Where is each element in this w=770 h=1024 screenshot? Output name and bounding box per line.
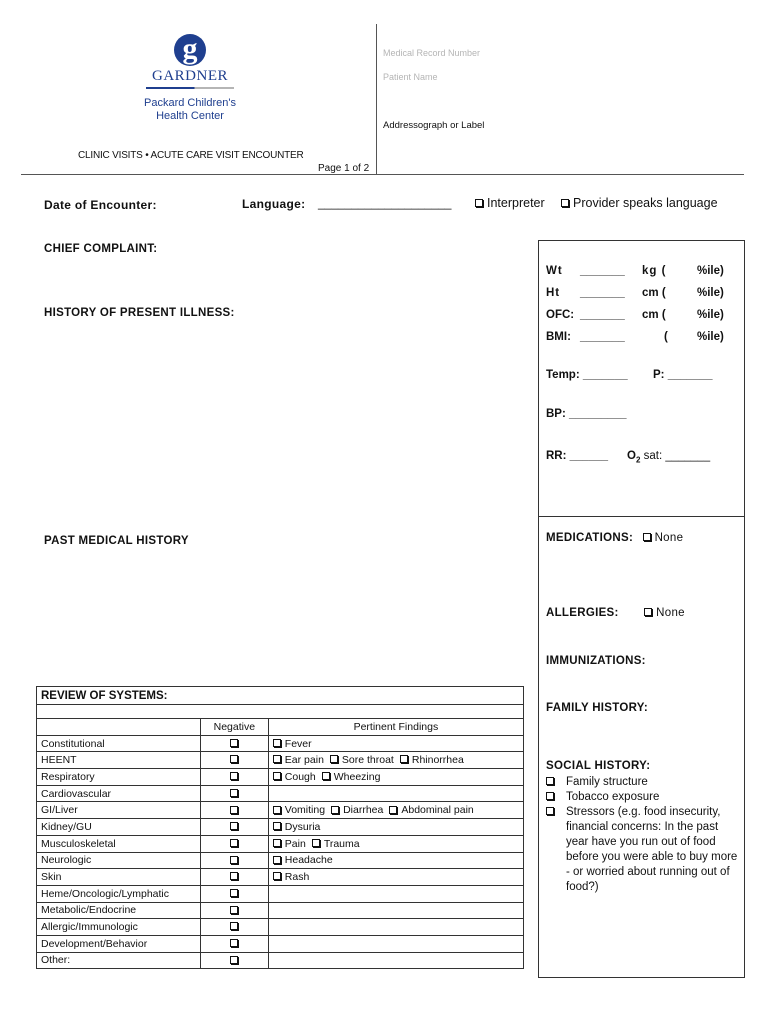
ros-negative-checkbox[interactable]: [230, 872, 238, 880]
ros-finding-label: Sore throat: [341, 754, 394, 767]
header-bottom-rule-right: [376, 174, 744, 175]
ros-negative-checkbox[interactable]: [230, 755, 238, 763]
ros-negative-checkbox[interactable]: [230, 739, 238, 747]
ros-finding-option[interactable]: [273, 754, 324, 766]
ros-system-label: Cardiovascular: [37, 785, 201, 802]
ros-finding-checkbox[interactable]: [273, 822, 281, 830]
ros-negative-cell: [200, 735, 268, 752]
ros-findings-cell: [268, 885, 523, 902]
ros-title: REVIEW OF SYSTEMS:: [37, 687, 524, 705]
provider-speaks-checkbox[interactable]: [561, 199, 569, 207]
provider-speaks-option[interactable]: Provider speaks language: [561, 196, 718, 210]
ros-finding-checkbox[interactable]: [273, 772, 281, 780]
ros-row: [37, 935, 524, 952]
ros-negative-cell: [200, 769, 268, 786]
ros-finding-option[interactable]: [273, 854, 333, 866]
ros-row: [37, 802, 524, 819]
ros-row: [37, 819, 524, 836]
ros-negative-cell: [200, 885, 268, 902]
ros-negative-cell: [200, 752, 268, 769]
ros-finding-label: Abdominal pain: [401, 804, 474, 817]
ros-system-label: HEENT: [37, 752, 201, 769]
ros-row: [37, 952, 524, 969]
ros-table: [36, 686, 524, 969]
ros-system-label: Allergic/Immunologic: [37, 919, 201, 936]
ros-finding-label: Vomiting: [284, 804, 326, 817]
mrn-label: Medical Record Number: [383, 48, 481, 58]
immunizations-heading: IMMUNIZATIONS:: [546, 655, 646, 667]
ros-negative-checkbox[interactable]: [230, 939, 238, 947]
ros-negative-checkbox[interactable]: [230, 839, 238, 847]
ros-finding-label: Trauma: [323, 837, 360, 850]
ros-negative-checkbox[interactable]: [230, 856, 238, 864]
form-title: CLINIC VISITS • ACUTE CARE VISIT ENCOUNTER: [78, 150, 304, 161]
allergies-none-checkbox[interactable]: [644, 608, 652, 616]
ros-system-label: Development/Behavior: [37, 935, 201, 952]
ros-negative-cell: [200, 935, 268, 952]
ros-header-system: [37, 719, 201, 736]
allergies-row: ALLERGIES: None: [546, 607, 685, 619]
ros-negative-cell: [200, 902, 268, 919]
ros-system-label: Musculoskeletal: [37, 835, 201, 852]
ros-system-label: Skin: [37, 869, 201, 886]
ros-findings-cell: [268, 935, 523, 952]
ros-findings-cell: [268, 819, 523, 836]
page-number: Page 1 of 2: [318, 163, 370, 174]
logo-rule: [146, 87, 234, 89]
org-name-line1: Packard Children's: [144, 97, 236, 109]
hpi-heading: HISTORY OF PRESENT ILLNESS:: [44, 307, 235, 319]
ros-system-label: Other:: [37, 952, 201, 969]
ros-negative-cell: [200, 819, 268, 836]
ros-finding-option[interactable]: [312, 838, 360, 850]
ros-header-findings: Pertinent Findings: [268, 719, 523, 736]
ros-system-label: Heme/Oncologic/Lymphatic: [37, 885, 201, 902]
ros-negative-checkbox[interactable]: [230, 889, 238, 897]
vitals-ofc: OFC: _______ cm ( %ile): [546, 309, 724, 321]
ros-row: [37, 852, 524, 869]
ros-negative-checkbox[interactable]: [230, 922, 238, 930]
ros-finding-label: Ear pain: [284, 754, 324, 767]
social-item-tobacco[interactable]: Tobacco exposure: [546, 790, 738, 805]
ros-negative-checkbox[interactable]: [230, 906, 238, 914]
ros-table-wrapper: [36, 686, 524, 969]
ros-negative-checkbox[interactable]: [230, 789, 238, 797]
interpreter-option[interactable]: Interpreter: [475, 196, 545, 210]
medications-none-checkbox[interactable]: [643, 533, 651, 541]
ros-body: [37, 735, 524, 969]
vitals-bmi: BMI: _______ ( %ile): [546, 331, 724, 343]
ros-system-label: Kidney/GU: [37, 819, 201, 836]
ros-finding-option[interactable]: [331, 804, 383, 816]
language-label: Language:: [242, 197, 306, 211]
ros-findings-cell: [268, 752, 523, 769]
ros-finding-label: Diarrhea: [343, 804, 384, 817]
ros-finding-label: Dysuria: [284, 820, 321, 833]
ros-negative-checkbox[interactable]: [230, 956, 238, 964]
ros-findings-cell: [268, 902, 523, 919]
ros-row: [37, 752, 524, 769]
ros-finding-checkbox[interactable]: [273, 856, 281, 864]
ros-finding-checkbox[interactable]: [273, 839, 281, 847]
family-history-heading: FAMILY HISTORY:: [546, 702, 649, 714]
ros-finding-option[interactable]: [273, 871, 310, 883]
vitals-temp: Temp: _______: [546, 369, 628, 381]
ros-finding-label: Rhinorrhea: [411, 754, 464, 767]
ros-finding-checkbox[interactable]: [273, 806, 281, 814]
checkbox[interactable]: [546, 792, 554, 800]
ros-finding-checkbox[interactable]: [331, 806, 339, 814]
ros-negative-cell: [200, 835, 268, 852]
ros-system-label: Constitutional: [37, 735, 201, 752]
ros-finding-option[interactable]: [273, 771, 316, 783]
allergies-none-option[interactable]: None: [644, 607, 685, 619]
ros-findings-cell: [268, 869, 523, 886]
ros-finding-checkbox[interactable]: [273, 755, 281, 763]
ros-finding-option[interactable]: [273, 838, 306, 850]
ros-finding-label: Cough: [284, 770, 316, 783]
ros-findings-cell: [268, 952, 523, 969]
ros-findings-cell: [268, 835, 523, 852]
ros-row: [37, 885, 524, 902]
vitals-bp: BP: _________: [546, 408, 627, 420]
logo-name: GARDNER: [151, 68, 228, 84]
right-panel-divider: [538, 516, 745, 517]
ros-finding-checkbox[interactable]: [322, 772, 330, 780]
checkbox[interactable]: [546, 807, 554, 815]
ros-finding-option[interactable]: [273, 804, 325, 816]
ros-finding-label: Rash: [284, 871, 310, 884]
ros-finding-option[interactable]: [400, 754, 464, 766]
ros-header-negative: Negative: [200, 719, 268, 736]
ros-findings-cell: [268, 919, 523, 936]
vitals-o2-sat: $O_2$ sat: _______: [627, 450, 711, 465]
ros-negative-cell: [200, 952, 268, 969]
ros-finding-checkbox[interactable]: [330, 755, 338, 763]
ros-row: [37, 835, 524, 852]
ros-negative-cell: [200, 919, 268, 936]
ros-finding-option[interactable]: [322, 771, 381, 783]
gardner-logo-mark: [172, 28, 208, 68]
ros-negative-cell: [200, 869, 268, 886]
ros-negative-cell: [200, 852, 268, 869]
ros-finding-label: Headache: [284, 854, 333, 867]
ros-row: [37, 769, 524, 786]
ros-negative-cell: [200, 802, 268, 819]
ros-system-label: Metabolic/Endocrine: [37, 902, 201, 919]
ros-system-label: Neurologic: [37, 852, 201, 869]
ros-negative-checkbox[interactable]: [230, 822, 238, 830]
social-item-family-structure[interactable]: Family structure: [546, 775, 738, 790]
interpreter-checkbox[interactable]: [475, 199, 483, 207]
ros-row: [37, 869, 524, 886]
ros-finding-checkbox[interactable]: [389, 806, 397, 814]
vitals-ht: Ht _______ cm ( %ile): [546, 287, 724, 299]
ros-row: [37, 735, 524, 752]
ros-finding-checkbox[interactable]: [400, 755, 408, 763]
ros-negative-checkbox[interactable]: [230, 772, 238, 780]
ros-finding-option[interactable]: [273, 738, 312, 750]
ros-findings-cell: [268, 769, 523, 786]
ros-findings-cell: [268, 852, 523, 869]
ros-finding-checkbox[interactable]: [273, 872, 281, 880]
past-medical-history-heading: PAST MEDICAL HISTORY: [44, 535, 189, 547]
ros-spacer-row: [37, 705, 524, 719]
ros-findings-cell: [268, 785, 523, 802]
social-item-stressors[interactable]: Stressors (e.g. food insecurity, financial concerns: In the past year have you run out of food before you were able to buy more - or worried about running out of food?): [546, 805, 738, 895]
ros-finding-checkbox[interactable]: [273, 739, 281, 747]
language-blank[interactable]: ____________________: [318, 196, 452, 210]
ros-finding-label: Fever: [284, 737, 312, 750]
svg-text:g: g: [182, 32, 198, 65]
ros-row: [37, 902, 524, 919]
medications-none-option[interactable]: None: [643, 532, 684, 544]
logo: [140, 28, 240, 93]
ros-findings-cell: [268, 735, 523, 752]
ros-negative-checkbox[interactable]: [230, 806, 238, 814]
header-vertical-rule: [376, 24, 377, 174]
ros-system-label: Respiratory: [37, 769, 201, 786]
vitals-wt: Wt _______ kg ( %ile): [546, 265, 724, 277]
ros-findings-cell: [268, 802, 523, 819]
medications-row: MEDICATIONS: None: [546, 532, 684, 544]
vitals-rr: RR: ______: [546, 450, 609, 462]
org-name-line2: Health Center: [156, 110, 224, 122]
social-history-list: [546, 775, 738, 895]
addressograph-label: Addressograph or Label: [383, 120, 485, 131]
vitals-pulse: P: _______: [653, 369, 713, 381]
checkbox[interactable]: [546, 777, 554, 785]
ros-system-label: GI/Liver: [37, 802, 201, 819]
ros-finding-label: Pain: [284, 837, 306, 850]
chief-complaint-heading: CHIEF COMPLAINT:: [44, 243, 158, 255]
ros-finding-option[interactable]: [273, 821, 321, 833]
date-of-encounter-label: Date of Encounter:: [44, 198, 157, 212]
ros-row: [37, 785, 524, 802]
social-history-heading: SOCIAL HISTORY:: [546, 760, 651, 772]
ros-negative-cell: [200, 785, 268, 802]
ros-finding-checkbox[interactable]: [312, 839, 320, 847]
ros-finding-label: Wheezing: [333, 770, 381, 783]
header-bottom-rule: [21, 174, 377, 175]
patient-name-label: Patient Name: [383, 72, 438, 82]
ros-finding-option[interactable]: [330, 754, 394, 766]
ros-finding-option[interactable]: [389, 804, 473, 816]
ros-row: [37, 919, 524, 936]
